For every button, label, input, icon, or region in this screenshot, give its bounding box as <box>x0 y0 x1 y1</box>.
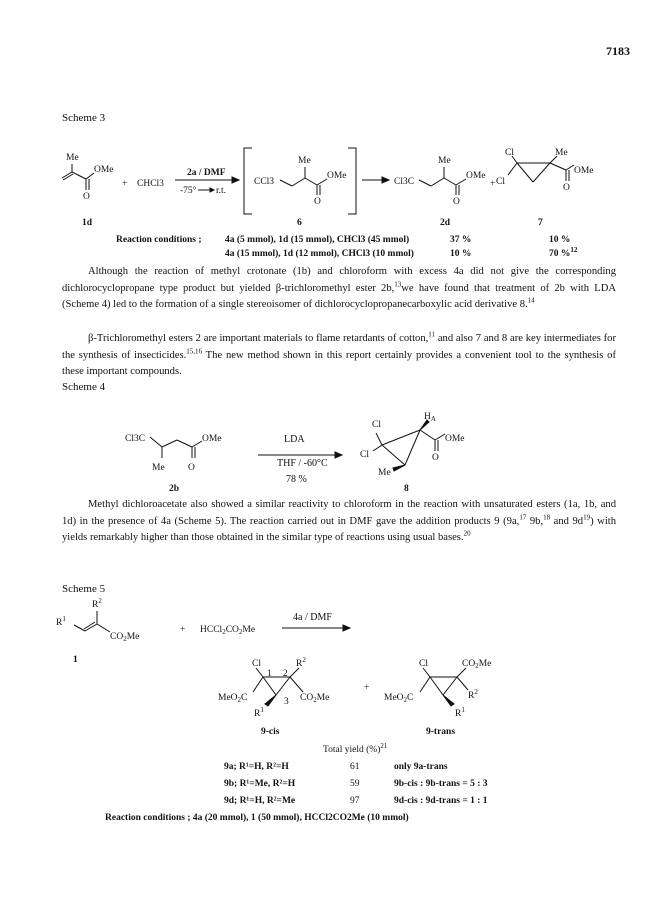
label-9-cis: 9-cis <box>261 727 280 737</box>
scheme3-conditions-label: Reaction conditions ; <box>116 235 202 245</box>
atom-r1: $R^1$ <box>56 615 66 628</box>
atom-cl: Cl <box>419 659 428 669</box>
reagent-rt: r.t. <box>216 186 227 196</box>
atom-cl: Cl <box>252 659 261 669</box>
paragraph-3: Methyl dichloroacetate also showed a similar reactivity to chloroform in the reaction with unsaturated esters (1a, 1b, and 1d) in the presence of 4a (Scheme 5). The reaction carried out in DMF gave the addition products 9 (9a,$^{17}$ 9b,$^{18}$ and $9d^{19}$) with yields remarkably higher than those obtained in the similar type of reactions using usual bases.$^{20}$ <box>62 499 617 543</box>
atom-o: O <box>188 463 195 473</box>
locant-3: 3 <box>284 697 289 707</box>
paragraph-1: Although the reaction of methyl crotonate (1b) and chloroform with excess 4a did not give the corresponding dichlorocyclopropane type product but yielded β-trichloromethyl ester 2b,$^{13}$we have found that treatment of 2b with LDA (Scheme 4) led to the formation of a single stereoisomer of dichlorocyclopropanecarboxylic acid derivative 8.14 <box>62 266 617 310</box>
locant-1: 1 <box>267 669 272 679</box>
label-7: 7 <box>538 218 543 228</box>
atom-r2: $R^2$ <box>296 656 306 669</box>
atom-co2me: $CO_2Me$ <box>462 659 492 670</box>
atom-me: Me <box>555 148 568 158</box>
atom-r1: $R^1$ <box>254 706 264 719</box>
row-9b-yield: 59 <box>350 779 360 789</box>
atom-o: O <box>453 197 460 207</box>
paragraph-2: β-Trichloromethyl esters 2 are important materials to flame retardants of cotton,$^{11}$ and also 7 and 8 are key intermediates for the synthesis of insecticides.$^{15,16}$ The new method shown in this report certainly provides a convenient tool to the synthesis of these important compounds. <box>62 330 616 377</box>
hccl2co2me: $HCCl_2CO_2Me$ <box>200 625 256 636</box>
atom-me: Me <box>378 468 391 478</box>
atom-me: Me <box>152 463 165 473</box>
reagent-2a-dmf: 2a / DMF <box>187 168 226 178</box>
row-9b-ratio: 9b-cis : 9b-trans = 5 : 3 <box>394 779 488 789</box>
atom-ccl3: CCl3 <box>254 177 275 187</box>
scheme5-title: Scheme 5 <box>62 583 106 595</box>
chcl3: CHCl3 <box>137 179 164 189</box>
atom-cl3c: Cl3C <box>394 177 415 187</box>
atom-cl: Cl <box>505 148 514 158</box>
label-6: 6 <box>297 218 302 228</box>
label-2b: 2b <box>169 484 180 494</box>
row-9d-yield: 97 <box>350 796 360 806</box>
atom-r2: $R^2$ <box>92 597 102 610</box>
atom-ha: $H_A$ <box>424 412 436 423</box>
atom-me: Me <box>438 156 451 166</box>
atom-r2: $R^2$ <box>468 688 478 701</box>
reagent-temp: -75° <box>180 186 197 196</box>
atom-ome: OMe <box>445 434 465 444</box>
plus-sign: + <box>180 625 186 635</box>
atom-ome: OMe <box>327 171 347 181</box>
yield-2d-2: 10 % <box>450 249 472 259</box>
label-9-trans: 9-trans <box>426 727 456 737</box>
page-number: 7183 <box>606 44 630 58</box>
label-2d: 2d <box>440 218 451 228</box>
scheme4-title: Scheme 4 <box>62 381 106 393</box>
row-9d-compound: 9d; R¹=H, R²=Me <box>224 796 296 806</box>
scheme3-title: Scheme 3 <box>62 112 106 124</box>
scheme5-conditions: Reaction conditions ; 4a (20 mmol), 1 (50 mmol), HCCl2CO2Me (10 mmol) <box>105 813 409 823</box>
label-1: 1 <box>73 655 78 665</box>
atom-meo2c: MeO$_2$C <box>384 693 414 704</box>
row-9d-ratio: 9d-cis : 9d-trans = 1 : 1 <box>394 796 488 806</box>
row-9a-yield: 61 <box>350 762 360 772</box>
yield-7-1: 10 % <box>549 235 571 245</box>
scheme3-condition-2: 4a (15 mmol), 1d (12 mmol), CHCl3 (10 mmol) <box>225 249 414 259</box>
atom-ome: OMe <box>466 171 486 181</box>
atom-ome: OMe <box>202 434 222 444</box>
atom-cl: Cl <box>372 420 381 430</box>
atom-r1: $R^1$ <box>455 706 465 719</box>
scheme3-condition-1: 4a (5 mmol), 1d (15 mmol), CHCl3 (45 mmol) <box>225 235 410 245</box>
reagent-4a-dmf: 4a / DMF <box>293 612 332 623</box>
reagent-thf: THF / -60°C <box>277 458 328 469</box>
atom-ome: OMe <box>94 165 114 175</box>
plus-sign: + <box>490 179 496 189</box>
scheme4-yield: 78 % <box>286 474 307 485</box>
atom-o: O <box>314 197 321 207</box>
atom-ome: OMe <box>574 166 594 176</box>
yield-7-2: 70 %$^{12}$ <box>549 245 578 259</box>
atom-cl: Cl <box>496 177 505 187</box>
plus-sign: + <box>364 683 370 693</box>
atom-cl: Cl <box>360 450 369 460</box>
row-9a-compound: 9a; R¹=H, R²=H <box>224 762 289 772</box>
yield-2d-1: 37 % <box>450 235 472 245</box>
atom-cl3c: Cl3C <box>125 434 146 444</box>
label-1d: 1d <box>82 218 93 228</box>
atom-co2me: $CO_2Me$ <box>300 693 330 704</box>
atom-o: O <box>432 453 439 463</box>
row-9a-ratio: only 9a-trans <box>394 762 448 772</box>
atom-co2me: $CO_2Me$ <box>110 632 140 643</box>
label-8: 8 <box>404 484 409 494</box>
row-9b-compound: 9b; R¹=Me, R²=H <box>224 779 296 789</box>
atom-o: O <box>83 192 90 202</box>
atom-meo2c: MeO$_2$C <box>218 693 248 704</box>
atom-me: Me <box>66 153 79 163</box>
plus-sign: + <box>122 179 128 189</box>
total-yield-label: Total yield (%)$^{21}$ <box>323 741 388 755</box>
atom-o: O <box>563 183 570 193</box>
reagent-lda: LDA <box>284 434 305 445</box>
locant-2: 2 <box>283 669 288 679</box>
atom-me: Me <box>298 156 311 166</box>
